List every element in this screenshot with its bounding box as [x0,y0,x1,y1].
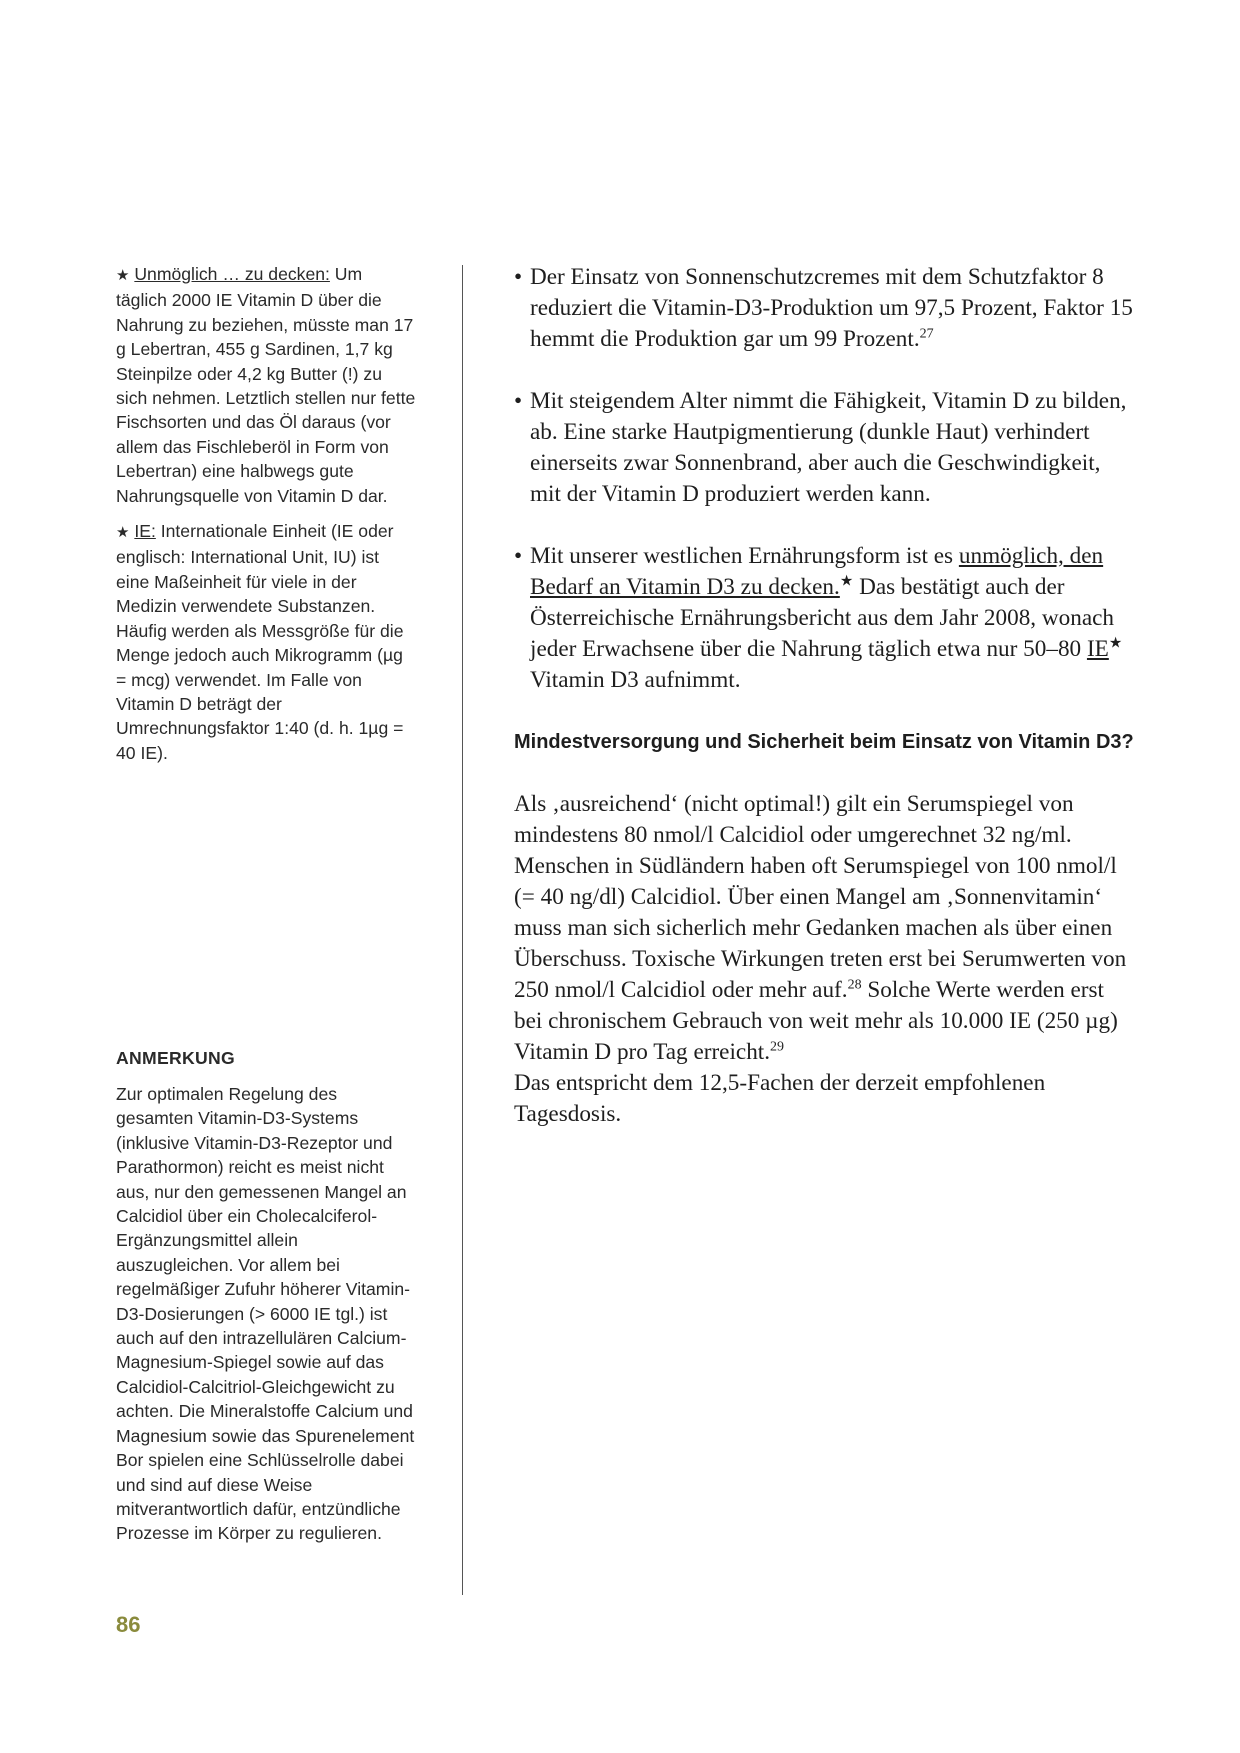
note-text: Um täglich 2000 IE Vitamin D über die Nahrung zu beziehen, müsste man 17 g Lebertran, 455 g Sardinen, 1,7 kg Steinpilze oder 4,2 kg Butter (!) zu sich nehmen. Letztlich stellen nur fette Fischsorten und das Öl daraus (vor allem das Fischleberöl in Form von Lebertran) eine halbwegs gute Nahrungsquelle von Vitamin D dar. [116,264,416,506]
bullet-item-sunscreen [514,262,1134,355]
paragraph-text: Solche Werte werden erst bei chronischem Gebrauch von weit mehr als 10.000 IE (250 µg) Vitamin D pro Tag erreicht. [514,977,1118,1065]
page-number: 86 [116,1612,141,1637]
bullet-text: Mit steigendem Alter nimmt die Fähigkeit, Vitamin D zu bilden, ab. Eine starke Hautpigmentierung (dunkle Haut) verhindert einerseits zwar Sonnenbrand, aber auch die Geschwindigkeit, mit der Vitamin D produziert werden kann. [530,388,1127,507]
sidebar-note-unmoeglich [116,262,416,508]
sidebar-notes [116,262,416,776]
bullet-text: Der Einsatz von Sonnenschutzcremes mit dem Schutzfaktor 8 reduziert die Vitamin-D3-Produktion um 97,5 Prozent, Faktor 15 hemmt die Produktion gar um 99 Prozent. [530,264,1133,352]
star-icon: ★ [839,573,854,590]
paragraph-text: Das entspricht dem 12,5-Fachen der derzeit empfohlenen Tagesdosis. [514,1070,1046,1127]
star-icon: ★ [1108,635,1123,652]
section-heading: Mindestversorgung und Sicherheit beim Einsatz von Vitamin D3? [514,731,1134,753]
footnote-ref: 27 [919,326,934,342]
footnote-ref: 28 [847,977,862,993]
glossary-link-ie: IE [1086,636,1109,662]
note-text: Internationale Einheit (IE oder englisch: International Unit, IU) ist eine Maßeinheit für viele in der Medizin verwendete Substanzen. Häufig werden als Messgröße für die Menge jedoch auch Mikrogramm (µg = mcg) verwendet. Im Falle von Vitamin D beträgt der Umrechnungsfaktor 1:40 (d. h. 1µg = 40 IE). [116,521,404,763]
main-column [514,262,1134,1130]
bullet-item-nutrition [514,541,1134,696]
star-icon: ★ [116,524,130,542]
bullet-text: Vitamin D3 aufnimmt. [530,667,741,693]
bullet-text: Mit unserer westlichen Ernährungsform ist es [530,543,959,569]
anmerkung-title: ANMERKUNG [116,1048,236,1068]
star-icon: ★ [116,267,130,284]
note-term: Unmöglich … zu decken: [134,264,330,284]
anmerkung-text: Zur optimalen Regelung des gesamten Vitamin-D3-Systems (inklusive Vitamin-D3-Rezeptor und Parathormon) reicht es meist nicht aus, nur den gemessenen Mangel an Calcidiol über ein Cholecalciferol-Ergänzungsmittel allein auszugleichen. Vor allem bei regelmäßiger Zufuhr höherer Vitamin-D3-Dosierungen (> 6000 IE tgl.) ist auch auf den intrazellulären Calcium-Magnesium-Spiegel sowie auf das Calcidiol-Calcitriol-Gleichgewicht zu achten. Die Mineralstoffe Calcium und Magnesium sowie das Spurenelement Bor spielen eine Schlüsselrolle dabei und sind auf diese Weise mitverantwortlich dafür, entzündliche Prozesse im Körper zu regulieren. [116,1084,415,1544]
sidebar-note-ie [116,519,416,765]
bullet-item-age [514,386,1134,510]
note-term: IE: [134,521,156,542]
column-divider [462,265,463,1595]
paragraph-text: Als ‚ausreichend‘ (nicht optimal!) gilt ein Serumspiegel von mindestens 80 nmol/l Calcidiol oder umgerechnet 32 ng/ml. Menschen in Südländern haben oft Serumspiegel von 100 nmol/l (= 40 ng/dl) Calcidiol. Über einen Mangel am ‚Sonnenvitamin‘ muss man sich sicherlich mehr Gedanken machen als über einen Überschuss. Toxische Wirkungen treten erst bei Serumwerten von 250 nmol/l Calcidiol oder mehr auf. [514,791,1127,1003]
footnote-ref: 29 [770,1039,785,1055]
bullet-text: Das bestätigt auch der Österreichische Ernährungsbericht aus dem Jahr 2008, wonach jeder Erwachsene über die Nahrung täglich etwa nur 50–80 [530,574,1115,662]
glossary-link-unmoeglich: unmöglich, den Bedarf an Vitamin D3 zu decken. [530,543,1104,600]
anmerkung-box [116,1046,416,1546]
body-paragraph [514,789,1134,1130]
